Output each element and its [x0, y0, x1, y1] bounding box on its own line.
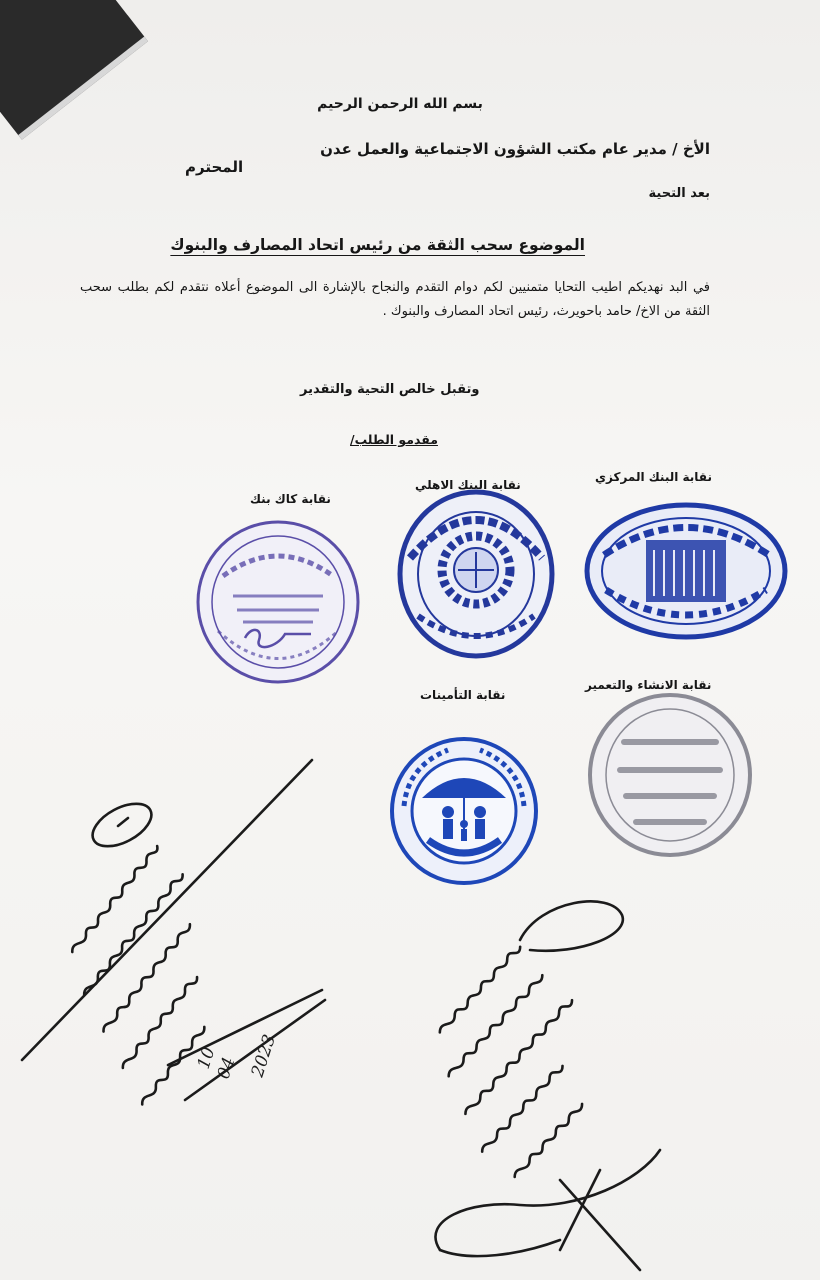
letter-body: في البد نهديكم اطيب التحايا متمنيين لكم دوام التقدم والنجاح بالإشارة الى الموضوع أعلاه نتقدم لكم بطلب سحب الثقة من الاخ/ حامد باحويرث، رئيس اتحاد المصارف والبنوك .	[80, 280, 710, 319]
svg-text:10: 10	[193, 1044, 220, 1072]
union-label-construction-bank: نقابة الانشاء والتعمير	[585, 678, 712, 692]
construction-bank-union-stamp	[586, 690, 754, 860]
cac-bank-union-stamp	[193, 516, 363, 688]
insurance-union-stamp	[388, 736, 540, 886]
basmala: بسم الله الرحمن الرحيم	[317, 96, 483, 112]
closing-line: وتقبل خالص التحية والتقدير	[300, 382, 480, 397]
recipient-line: الأخ / مدير عام مكتب الشؤون الاجتماعية والعمل عدن	[320, 140, 710, 158]
union-label-ahli-bank: نقابة البنك الاهلي	[415, 478, 521, 492]
applicants-heading: مقدمو الطلب/	[350, 432, 438, 447]
union-label-insurance: نقابة التأمينات	[420, 688, 506, 702]
greeting-line: بعد التحية	[648, 186, 710, 201]
subject-line: الموضوع سحب الثقة من رئيس اتحاد المصارف والبنوك	[170, 236, 585, 254]
union-label-central-bank: نقابة البنك المركزي	[595, 470, 712, 484]
central-bank-union-stamp	[584, 500, 789, 642]
union-label-cac-bank: نقابة كاك بنك	[250, 492, 331, 506]
respected-label: المحترم	[185, 158, 244, 176]
svg-text:2023: 2023	[247, 1032, 281, 1080]
ahli-bank-union-stamp	[396, 488, 556, 660]
svg-text:04: 04	[213, 1054, 240, 1082]
